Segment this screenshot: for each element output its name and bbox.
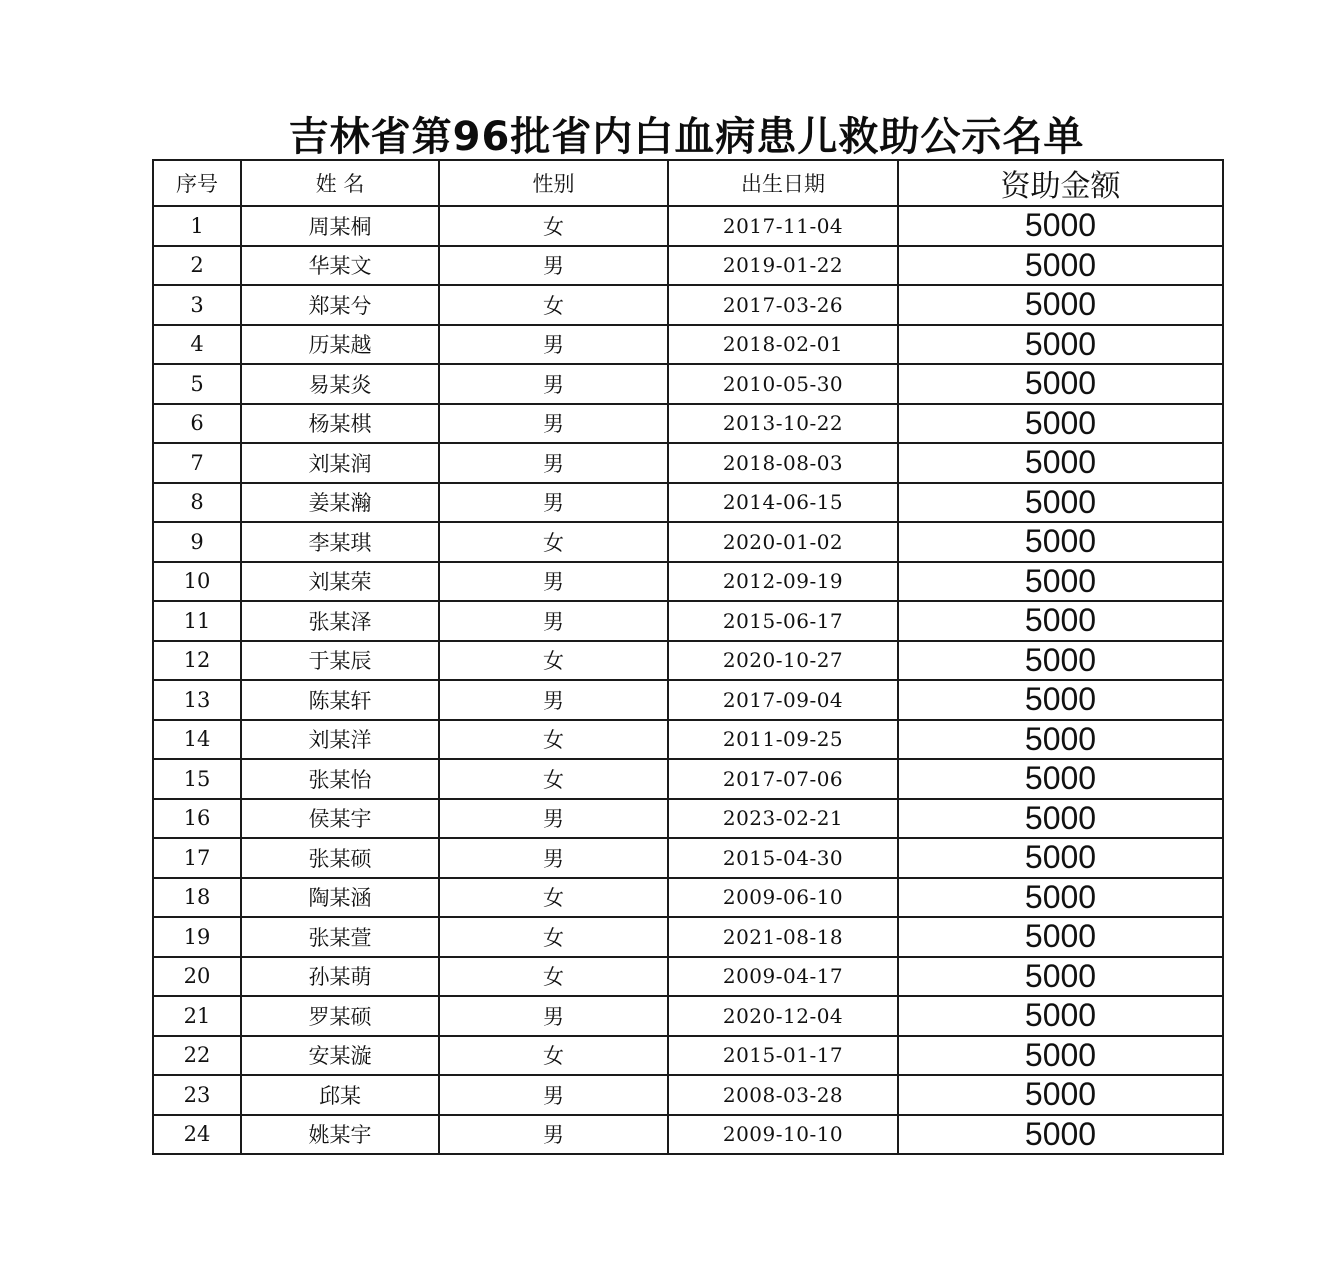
header-amount: 资助金额 (898, 160, 1223, 206)
cell-gender: 女 (439, 522, 668, 562)
cell-name: 历某越 (241, 325, 439, 365)
cell-index: 20 (153, 957, 241, 997)
cell-name: 刘某洋 (241, 720, 439, 760)
table-row (153, 641, 1223, 681)
cell-index: 17 (153, 838, 241, 878)
cell-index: 4 (153, 325, 241, 365)
cell-index: 7 (153, 443, 241, 483)
header-index: 序号 (153, 160, 241, 206)
cell-amount: 5000 (898, 246, 1223, 286)
cell-index: 21 (153, 996, 241, 1036)
cell-name: 刘某荣 (241, 562, 439, 602)
table-row (153, 522, 1223, 562)
table-row (153, 917, 1223, 957)
cell-name: 李某琪 (241, 522, 439, 562)
cell-amount: 5000 (898, 601, 1223, 641)
cell-index: 2 (153, 246, 241, 286)
table-row (153, 285, 1223, 325)
cell-index: 16 (153, 799, 241, 839)
cell-birthdate: 2012-09-19 (668, 562, 898, 602)
cell-amount: 5000 (898, 799, 1223, 839)
cell-amount: 5000 (898, 878, 1223, 918)
cell-amount: 5000 (898, 720, 1223, 760)
table-row (153, 1115, 1223, 1155)
cell-birthdate: 2015-01-17 (668, 1036, 898, 1076)
cell-amount: 5000 (898, 483, 1223, 523)
cell-gender: 男 (439, 364, 668, 404)
cell-birthdate: 2018-08-03 (668, 443, 898, 483)
cell-index: 11 (153, 601, 241, 641)
cell-name: 陈某轩 (241, 680, 439, 720)
cell-index: 12 (153, 641, 241, 681)
cell-gender: 女 (439, 1036, 668, 1076)
cell-birthdate: 2011-09-25 (668, 720, 898, 760)
cell-gender: 男 (439, 483, 668, 523)
cell-birthdate: 2017-09-04 (668, 680, 898, 720)
cell-amount: 5000 (898, 364, 1223, 404)
cell-birthdate: 2015-04-30 (668, 838, 898, 878)
table-row (153, 601, 1223, 641)
cell-index: 13 (153, 680, 241, 720)
cell-birthdate: 2018-02-01 (668, 325, 898, 365)
cell-amount: 5000 (898, 285, 1223, 325)
cell-index: 24 (153, 1115, 241, 1155)
cell-index: 15 (153, 759, 241, 799)
cell-birthdate: 2017-07-06 (668, 759, 898, 799)
cell-index: 1 (153, 206, 241, 246)
table-row (153, 680, 1223, 720)
cell-amount: 5000 (898, 759, 1223, 799)
cell-gender: 女 (439, 957, 668, 997)
cell-gender: 女 (439, 917, 668, 957)
cell-amount: 5000 (898, 1075, 1223, 1115)
cell-amount: 5000 (898, 957, 1223, 997)
table-body (153, 206, 1223, 1154)
cell-birthdate: 2009-10-10 (668, 1115, 898, 1155)
cell-amount: 5000 (898, 562, 1223, 602)
header-gender: 性别 (439, 160, 668, 206)
cell-name: 易某炎 (241, 364, 439, 404)
cell-name: 杨某棋 (241, 404, 439, 444)
cell-gender: 男 (439, 996, 668, 1036)
document-title: 吉林省第96批省内白血病患儿救助公示名单 (288, 114, 1085, 160)
cell-index: 8 (153, 483, 241, 523)
cell-index: 18 (153, 878, 241, 918)
aid-recipients-table (152, 159, 1224, 1155)
cell-birthdate: 2013-10-22 (668, 404, 898, 444)
cell-amount: 5000 (898, 838, 1223, 878)
cell-gender: 女 (439, 285, 668, 325)
cell-name: 郑某兮 (241, 285, 439, 325)
cell-index: 19 (153, 917, 241, 957)
cell-name: 姚某宇 (241, 1115, 439, 1155)
table-row (153, 364, 1223, 404)
cell-gender: 男 (439, 246, 668, 286)
cell-birthdate: 2017-11-04 (668, 206, 898, 246)
cell-gender: 男 (439, 1075, 668, 1115)
cell-birthdate: 2014-06-15 (668, 483, 898, 523)
header-birthdate: 出生日期 (668, 160, 898, 206)
cell-birthdate: 2020-12-04 (668, 996, 898, 1036)
cell-index: 14 (153, 720, 241, 760)
cell-name: 安某漩 (241, 1036, 439, 1076)
cell-birthdate: 2020-10-27 (668, 641, 898, 681)
cell-gender: 男 (439, 325, 668, 365)
cell-birthdate: 2019-01-22 (668, 246, 898, 286)
cell-index: 23 (153, 1075, 241, 1115)
cell-name: 邱某 (241, 1075, 439, 1115)
cell-gender: 男 (439, 443, 668, 483)
cell-gender: 女 (439, 641, 668, 681)
cell-gender: 男 (439, 838, 668, 878)
cell-birthdate: 2009-06-10 (668, 878, 898, 918)
cell-gender: 女 (439, 878, 668, 918)
cell-name: 张某硕 (241, 838, 439, 878)
table-row (153, 325, 1223, 365)
cell-birthdate: 2023-02-21 (668, 799, 898, 839)
cell-name: 刘某润 (241, 443, 439, 483)
cell-gender: 女 (439, 720, 668, 760)
cell-name: 于某辰 (241, 641, 439, 681)
table-row (153, 246, 1223, 286)
cell-amount: 5000 (898, 522, 1223, 562)
cell-amount: 5000 (898, 917, 1223, 957)
cell-name: 周某桐 (241, 206, 439, 246)
table-row (153, 759, 1223, 799)
table-row (153, 720, 1223, 760)
table-header-row (153, 160, 1223, 206)
cell-name: 侯某宇 (241, 799, 439, 839)
cell-gender: 男 (439, 562, 668, 602)
table-row (153, 562, 1223, 602)
header-name: 姓 名 (241, 160, 439, 206)
cell-index: 5 (153, 364, 241, 404)
cell-gender: 男 (439, 404, 668, 444)
table-row (153, 206, 1223, 246)
cell-birthdate: 2010-05-30 (668, 364, 898, 404)
cell-gender: 男 (439, 1115, 668, 1155)
cell-index: 22 (153, 1036, 241, 1076)
table-row (153, 957, 1223, 997)
cell-amount: 5000 (898, 641, 1223, 681)
cell-birthdate: 2015-06-17 (668, 601, 898, 641)
cell-amount: 5000 (898, 325, 1223, 365)
cell-gender: 男 (439, 680, 668, 720)
cell-name: 孙某萌 (241, 957, 439, 997)
cell-index: 10 (153, 562, 241, 602)
cell-amount: 5000 (898, 404, 1223, 444)
cell-index: 6 (153, 404, 241, 444)
cell-gender: 女 (439, 759, 668, 799)
table-row (153, 483, 1223, 523)
table-row (153, 878, 1223, 918)
cell-birthdate: 2021-08-18 (668, 917, 898, 957)
cell-gender: 男 (439, 799, 668, 839)
cell-name: 张某泽 (241, 601, 439, 641)
cell-name: 罗某硕 (241, 996, 439, 1036)
table-row (153, 1036, 1223, 1076)
table-row (153, 1075, 1223, 1115)
cell-amount: 5000 (898, 1115, 1223, 1155)
cell-gender: 女 (439, 206, 668, 246)
cell-birthdate: 2020-01-02 (668, 522, 898, 562)
cell-name: 华某文 (241, 246, 439, 286)
cell-amount: 5000 (898, 206, 1223, 246)
table-row (153, 996, 1223, 1036)
cell-index: 9 (153, 522, 241, 562)
table-row (153, 404, 1223, 444)
table-row (153, 838, 1223, 878)
cell-amount: 5000 (898, 996, 1223, 1036)
cell-name: 陶某涵 (241, 878, 439, 918)
cell-gender: 男 (439, 601, 668, 641)
cell-name: 张某萱 (241, 917, 439, 957)
cell-birthdate: 2017-03-26 (668, 285, 898, 325)
cell-amount: 5000 (898, 680, 1223, 720)
cell-birthdate: 2008-03-28 (668, 1075, 898, 1115)
table-row (153, 443, 1223, 483)
cell-name: 姜某瀚 (241, 483, 439, 523)
cell-index: 3 (153, 285, 241, 325)
table-row (153, 799, 1223, 839)
cell-birthdate: 2009-04-17 (668, 957, 898, 997)
cell-amount: 5000 (898, 1036, 1223, 1076)
cell-name: 张某怡 (241, 759, 439, 799)
cell-amount: 5000 (898, 443, 1223, 483)
